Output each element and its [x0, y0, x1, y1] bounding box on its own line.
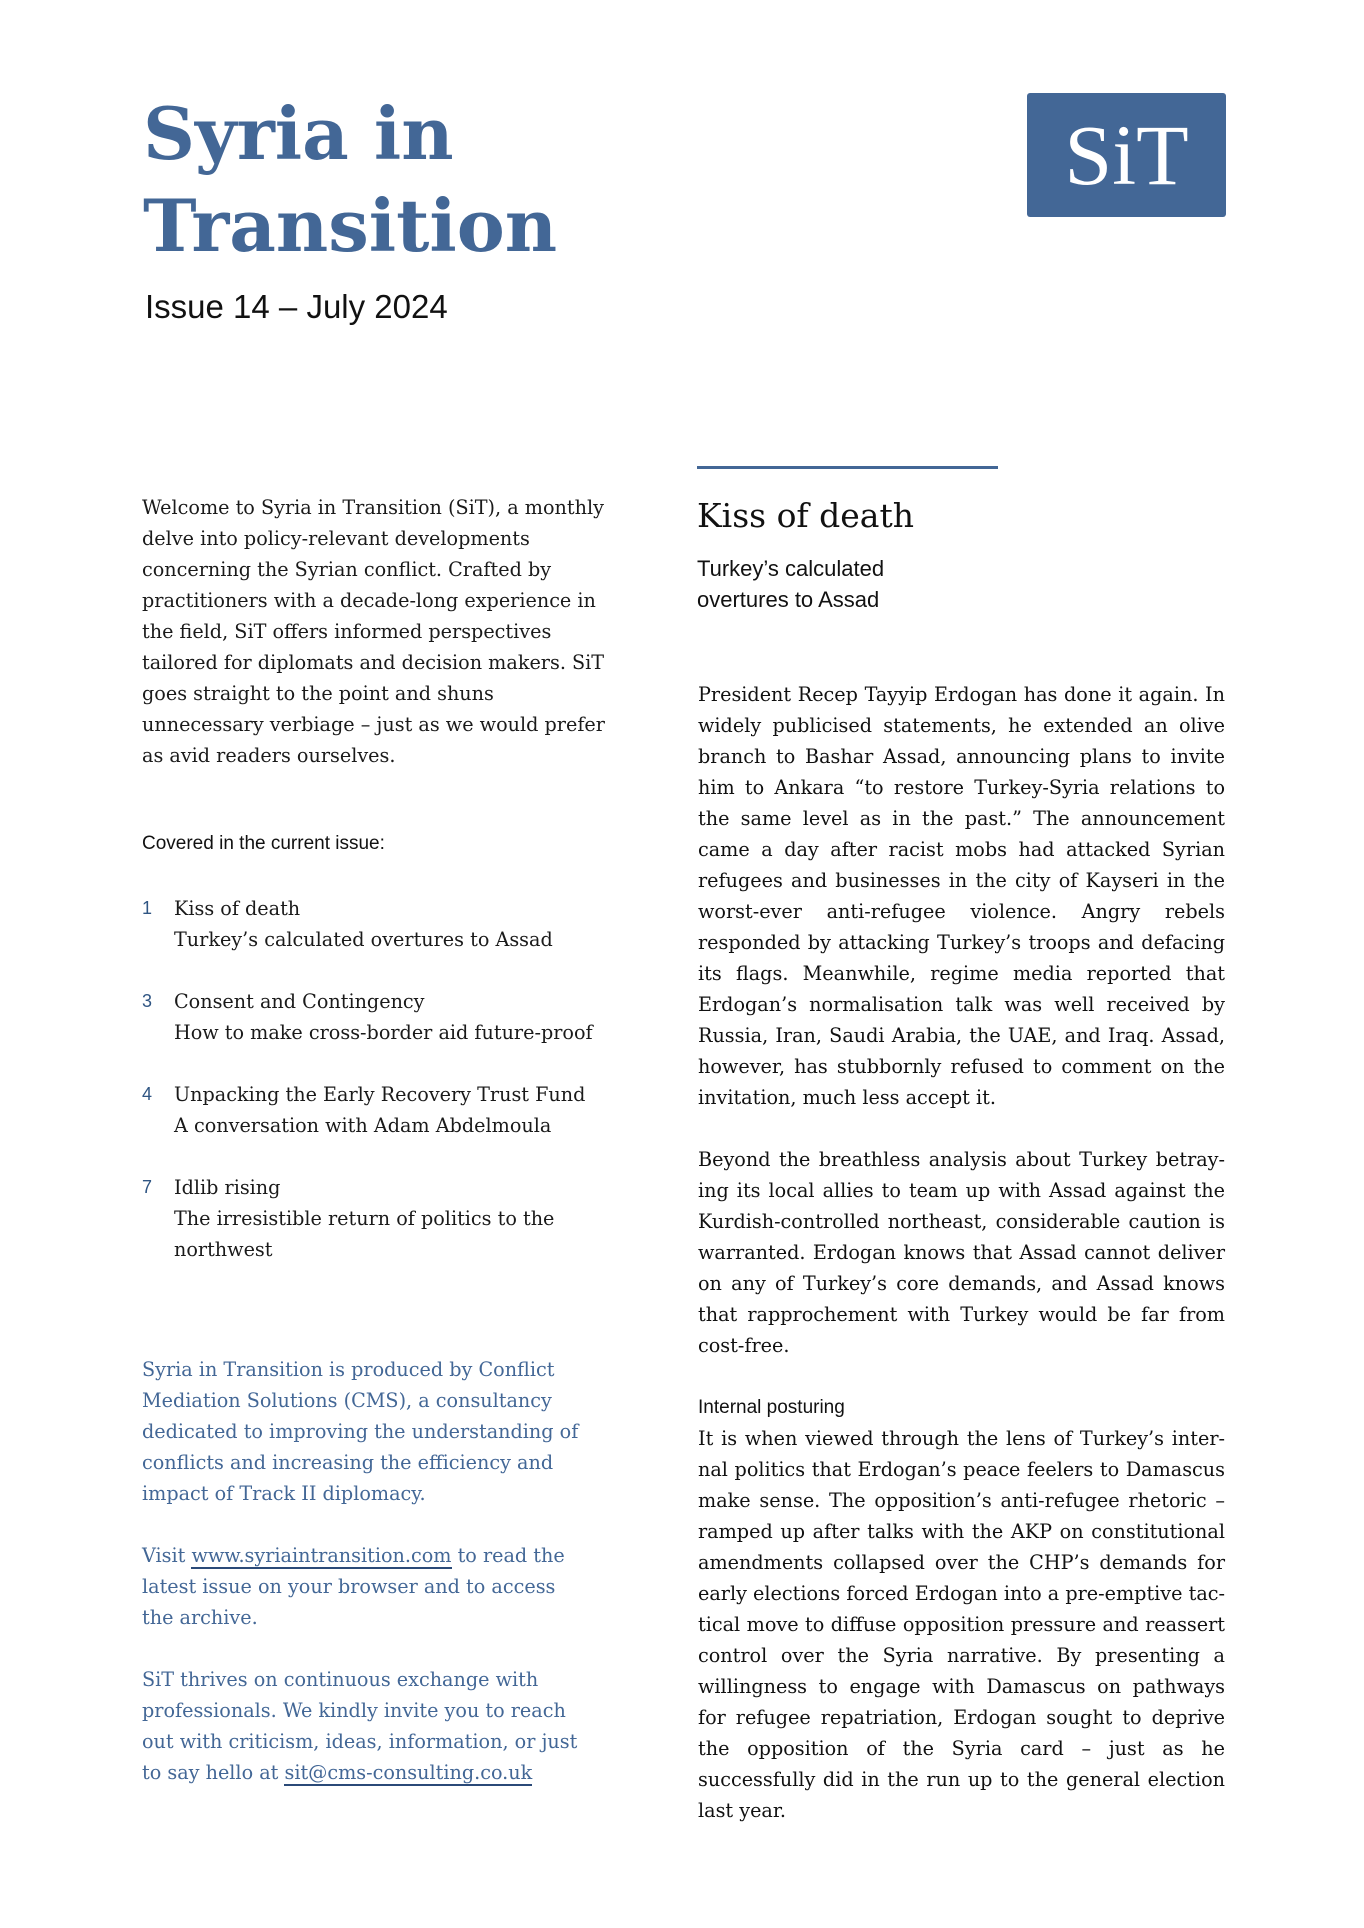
toc-item[interactable]	[142, 893, 612, 955]
toc-page-number: 1	[142, 898, 153, 918]
toc-title: Consent and Contingency	[174, 990, 425, 1013]
publication-title	[143, 88, 557, 272]
issue-date: Issue 14 – July 2024	[145, 288, 448, 325]
logo-text: SiT	[1064, 107, 1189, 203]
visit-suffix: to read the latest issue on your browser and to access the archive.	[142, 1544, 565, 1629]
publication-title-line2: Transition	[143, 183, 558, 268]
toc-page-number: 3	[142, 991, 153, 1011]
article-title: Kiss of death	[697, 496, 914, 535]
toc-item[interactable]	[142, 986, 612, 1048]
article-paragraph: President Recep Tayyip Erdogan has done it again. In widely publicised statements, he extended an olive branch to Bashar Assad, announcing plans to invite him to Ankara “to restore Turkey-Syria relations to the same level as in the past.” The announcement came a day after racist mobs had attacked Syrian refugees and businesses in the city of Kayseri in the worst-ever anti-refugee violence. Angry rebels responded by attacking Turkey’s troops and defacing its flags. Meanwhile, regime media reported that Erdogan’s normalisation talk was well received by Russia, Iran, Saudi Arabia, the UAE, and Iraq. Assad, however, has stubbornly refused to comment on the invitation, much less accept it.	[698, 683, 1225, 1109]
intro-paragraph: Welcome to Syria in Transition (SiT), a monthly delve into policy-relevant developments concerning the Syrian conflict. Crafted by practitioners with a decade-long experience in the field, SiT offers informed perspectives tailored for diplomats and decision makers. SiT goes straight to the point and shuns unnecessary verbiage – just as we would prefer as avid readers ourselves.	[142, 496, 605, 767]
toc-title: Idlib rising	[174, 1176, 281, 1199]
website-link[interactable]: www.syriaintransition.com	[191, 1544, 452, 1567]
toc-label: Covered in the current issue:	[142, 833, 385, 854]
toc-subtitle: A conversation with Adam Abdelmoula	[174, 1114, 552, 1137]
toc-page-number: 4	[142, 1084, 153, 1104]
article-divider	[697, 466, 998, 469]
toc-title: Unpacking the Early Recovery Trust Fund	[174, 1083, 586, 1106]
article-paragraph: Beyond the breathless analysis about Turkey betraying its local allies to team up with Assad against the Kurdish-controlled northeast, considerable caution is warranted. Erdogan knows that Assad cannot deliver on any of Turkey’s core demands, and Assad knows that rapprochement with Turkey would be far from cost-free.	[698, 1148, 1225, 1357]
toc-subtitle: The irresistible return of politics to the northwest	[174, 1207, 555, 1261]
article-subtitle: Turkey’s calculated overtures to Assad	[697, 556, 885, 612]
toc-item[interactable]	[142, 1079, 612, 1141]
toc-subtitle: How to make cross-border aid future-proof	[174, 1021, 593, 1044]
producer-paragraph: Syria in Transition is produced by Conflict Mediation Solutions (CMS), a consultancy dedicated to improving the understanding of conflicts and increasing the efficiency and impact of Track II diplomacy.	[142, 1358, 579, 1505]
toc-subtitle: Turkey’s calculated overtures to Assad	[174, 928, 553, 951]
contact-paragraph	[142, 1664, 582, 1788]
about-section	[142, 1354, 582, 1819]
contact-prefix: SiT thrives on continuous exchange with professionals. We kindly invite you to reach out with criticism, ideas, information, or just to say hello at	[142, 1668, 578, 1784]
toc-title: Kiss of death	[174, 897, 301, 920]
sit-logo	[1027, 93, 1226, 217]
visit-prefix: Visit	[142, 1544, 192, 1567]
table-of-contents	[142, 893, 612, 1296]
article-paragraph: It is when viewed through the lens of Turkey’s internal politics that Erdogan’s peace feelers to Damascus make sense. The opposition’s anti-refugee rhetoric – ramped up after talks with the AKP on constitutional amendments collapsed over the CHP’s demands for early elections forced Erdogan into a pre-emptive tactical move to diffuse opposition pressure and reassert control over the Syria narrative. By presenting a willingness to engage with Damascus on pathways for refugee repatriation, Erdogan sought to deprive the opposition of the Syria card – just as he successfully did in the run up to the general election last year.	[698, 1427, 1225, 1822]
email-link[interactable]: sit@cms-consulting.co.uk	[284, 1761, 533, 1784]
toc-page-number: 7	[142, 1177, 153, 1197]
intro-section	[142, 492, 612, 771]
visit-paragraph	[142, 1540, 582, 1633]
section-heading: Internal posturing	[698, 1397, 845, 1418]
publication-title-line1: Syria in	[143, 91, 454, 176]
toc-item[interactable]	[142, 1172, 604, 1265]
article-body	[698, 679, 1225, 1857]
